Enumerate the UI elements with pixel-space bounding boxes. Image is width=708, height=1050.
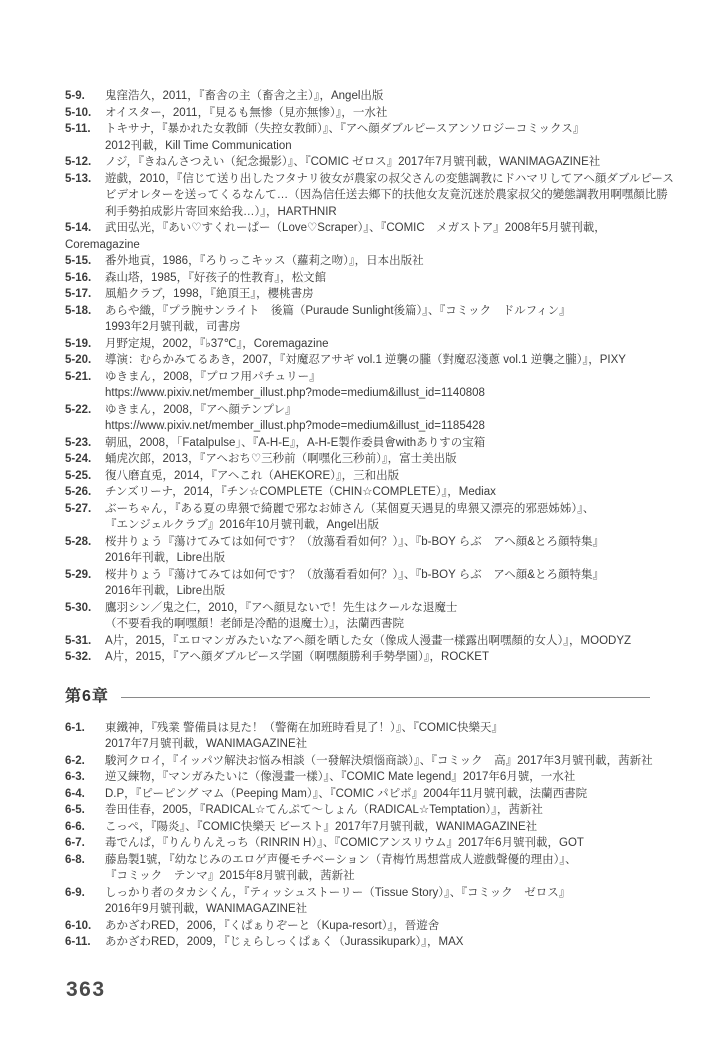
reference-number: 5-22.: [65, 403, 92, 416]
reference-line: 2012刊載，Kill Time Communication: [105, 139, 292, 152]
reference-text: [105, 835, 650, 852]
reference-line: 鷹羽シン／鬼之仁，2010，『アヘ顔見ないで！先生はクールな退魔士: [105, 601, 458, 614]
reference-line: ゆきまん，2008，『アヘ顔テンプレ』: [105, 403, 297, 416]
reference-entry: [65, 220, 650, 253]
reference-line: オイスター，2011，『見るも無惨（見亦無惨）』，一水社: [105, 106, 388, 119]
reference-number: 5-14.: [65, 222, 92, 234]
reference-entry: [65, 786, 650, 803]
reference-entry: [65, 121, 650, 154]
reference-text: [105, 468, 650, 485]
chapter5-references: [65, 88, 674, 666]
reference-entry: [65, 567, 650, 600]
reference-line: あかざわRED，2006，『くぱぁりぞーと（Kupa-resort）』，晉遊舍: [105, 919, 440, 932]
reference-line: 東鐵神，『残業 警備員は見た！（警衛在加班時看見了！）』、『COMIC快樂天』: [105, 721, 504, 734]
reference-text: [105, 402, 650, 435]
reference-number: 5-15.: [65, 255, 92, 267]
reference-number: 5-18.: [65, 304, 92, 317]
reference-line: 遊戯，2010，『信じて送り出したフタナリ彼女が農家の叔父さんの変態調教にドハマリしてアヘ顔ダブルピース: [105, 172, 674, 185]
reference-number: 5-29.: [65, 568, 92, 581]
reference-entry: [65, 253, 650, 270]
reference-line: 鬼窪浩久，2011，『畜舎の主（畜舎之主）』，Angel出版: [105, 90, 384, 102]
reference-number: 6-6.: [65, 820, 85, 833]
page-number: 363: [66, 978, 106, 1001]
reference-text: [105, 802, 650, 819]
reference-entry: [65, 435, 650, 452]
reference-text: [105, 484, 650, 501]
reference-text: [105, 885, 650, 918]
reference-line: チンズリーナ，2014，『チン☆COMPLETE（CHIN☆COMPLETE）』，Mediax: [105, 486, 496, 498]
reference-number: 5-23.: [65, 436, 92, 449]
reference-number: 6-4.: [65, 787, 85, 800]
reference-line: 『エンジェルクラブ』2016年10月號刊載，Angel出版: [105, 519, 380, 531]
reference-line: 風船クラブ，1998，『絶頂王』，櫻桃書房: [105, 288, 314, 300]
reference-line: D.P，『ピーピング マム（Peeping Mam）』、『COMIC パピポ』2004年11月號刊載，法蘭西書院: [105, 787, 588, 800]
reference-number: 5-17.: [65, 288, 92, 300]
reference-text: [105, 369, 650, 402]
reference-list-ch5: [65, 88, 674, 666]
reference-line: 1993年2月號刊載，司書房: [105, 321, 241, 333]
reference-entry: [65, 369, 650, 402]
reference-entry: [65, 835, 650, 852]
reference-line: 武田弘光，『あい♡すくれーぱー（Love♡Scraper）』、『COMIC メガストア』2008年5月號刊載，: [105, 222, 606, 234]
reference-text: [105, 819, 650, 836]
reference-entry: [65, 753, 653, 770]
reference-text: [105, 649, 650, 666]
reference-text: [105, 786, 650, 803]
reference-line: 利手勢拍成影片寄回來給我…）』，HARTHNIR: [105, 205, 337, 218]
reference-line: 2016年刊載，Libre出版: [105, 552, 226, 564]
reference-entry: [65, 286, 650, 303]
reference-line: あかざわRED，2009，『じぇらしっくぱぁく（Jurassikupark）』，MAX: [105, 936, 464, 948]
reference-line: 2017年7月號刊載，WANIMAGAZINE社: [105, 738, 308, 750]
reference-text: [105, 633, 650, 650]
reference-line: あらや織，『プラ腕サンライト 後篇（Puraude Sunlight後篇）』、『コミック ドルフィン』: [105, 304, 571, 317]
reference-line: ゆきまん，2008，『プロフ用パチュリー』: [105, 370, 321, 383]
chapter6-heading: 第6章: [65, 687, 109, 705]
reference-text: [105, 567, 650, 600]
reference-line: 2016年9月號刊載，WANIMAGAZINE社: [105, 903, 308, 915]
reference-entry: [65, 484, 650, 501]
reference-number: 5-13.: [65, 172, 92, 185]
reference-number: 6-10.: [65, 919, 92, 932]
reference-number: 5-21.: [65, 370, 92, 383]
reference-entry: [65, 819, 650, 836]
reference-line: ノジ，『きねんさつえい（紀念撮影）』、『COMIC ゼロス』2017年7月號刊載，WANIMAGAZINE社: [105, 156, 601, 168]
chapter6-references: [65, 720, 653, 951]
reference-entry: [65, 352, 650, 369]
reference-line: ぶーちゃん，『ある夏の卑猥で綺麗で邪なお姉さん（某個夏天遇見的卑猥又漂亮的邪惡姊姊）』、: [105, 502, 595, 515]
reference-text: [105, 451, 650, 468]
reference-line: A片，2015，『アヘ顔ダブルピース学園（啊嘿顏勝利手勢學園）』，ROCKET: [105, 651, 489, 663]
reference-line: 逆又練物，『マンガみたいに（像漫畫一樣）』、『COMIC Mate legend』2017年6月號，一水社: [105, 771, 576, 783]
reference-line: 巻田佳春，2005，『RADICAL☆てんぷて〜しょん（RADICAL☆Temptation）』，茜新社: [105, 804, 543, 816]
reference-number: 5-19.: [65, 337, 92, 350]
reference-line: トキサナ，『暴かれた女教師（失控女教師）』、『アヘ顔ダブルピースアンソロジーコミックス』: [105, 123, 585, 135]
reference-text: [105, 720, 650, 753]
reference-entry: [65, 649, 650, 666]
reference-text: [105, 501, 650, 534]
reference-entry: [65, 105, 650, 122]
reference-entry: [65, 600, 650, 633]
reference-number: 5-9.: [65, 90, 85, 102]
reference-text: [105, 286, 650, 303]
reference-text: [105, 352, 650, 369]
reference-line: 月野定規，2002，『♭37℃』，Coremagazine: [105, 337, 329, 350]
reference-text: [105, 534, 650, 567]
reference-number: 6-9.: [65, 886, 85, 899]
reference-entry: [65, 501, 650, 534]
reference-line: 桜井りょう『蕩けてみては如何です？（放蕩看看如何？）』、『b-BOY らぶ アヘ顔&とろ顔特集』: [105, 535, 604, 548]
reference-number: 5-24.: [65, 453, 92, 465]
reference-entry: [65, 88, 650, 105]
reference-text: [105, 753, 653, 770]
reference-entry: [65, 171, 674, 221]
reference-number: 5-11.: [65, 123, 91, 135]
reference-entry: [65, 468, 650, 485]
reference-entry: [65, 720, 650, 753]
reference-entry: [65, 633, 650, 650]
reference-number: 5-27.: [65, 502, 92, 515]
reference-text: [105, 303, 650, 336]
reference-line: （不要看我的啊嘿顏！老師是冷酷的退魔士）』，法蘭西書院: [105, 618, 404, 630]
reference-url: https://www.pixiv.net/member_illust.php?mode=medium&illust_id=1185428: [105, 420, 485, 432]
reference-line: 桜井りょう『蕩けてみては如何です？（放蕩看看如何？）』、『b-BOY らぶ アヘ顔&とろ顔特集』: [105, 568, 604, 581]
reference-number: 6-3.: [65, 771, 85, 783]
reference-number: 5-32.: [65, 651, 92, 663]
reference-entry: [65, 402, 650, 435]
reference-entry: [65, 934, 650, 951]
reference-entry: [65, 336, 650, 353]
reference-entry: [65, 852, 650, 885]
reference-number: 5-30.: [65, 601, 92, 614]
heading-rule: [121, 697, 650, 698]
reference-text: [105, 934, 650, 951]
reference-number: 5-25.: [65, 469, 92, 482]
reference-line: A片，2015，『エロマンガみたいなアヘ顔を晒した女（像成人漫畫一樣露出啊嘿顏的女人）』，MOODYZ: [105, 634, 632, 647]
reference-line: 番外地貢，1986，『ろりっこキッス（蘿莉之吻）』，日本出版社: [105, 255, 424, 267]
reference-number: 6-7.: [65, 837, 85, 849]
reference-number: 5-16.: [65, 271, 92, 284]
reference-number: 6-2.: [65, 754, 85, 767]
reference-number: 5-28.: [65, 535, 92, 548]
reference-entry: [65, 534, 650, 567]
reference-text: [105, 154, 650, 171]
reference-number: 6-5.: [65, 804, 85, 816]
reference-line: Coremagazine: [65, 238, 140, 251]
reference-url: https://www.pixiv.net/member_illust.php?mode=medium&illust_id=1140808: [105, 387, 485, 399]
reference-entry: [65, 769, 650, 786]
reference-number: 6-1.: [65, 721, 85, 734]
reference-line: しっかり者のタカシくん，『ティッシュストーリー（Tissue Story）』、『コミック ゼロス』: [105, 886, 571, 899]
reference-text: [105, 336, 650, 353]
reference-entry: [65, 885, 650, 918]
reference-line: 導演：むらかみてるあき，2007，『対魔忍アサギ vol.1 逆襲の朧（對魔忍淺蔥 vol.1 逆襲之朧）』，PIXY: [105, 354, 626, 366]
reference-text: [105, 270, 650, 287]
reference-entry: [65, 451, 650, 468]
reference-entry: [65, 270, 650, 287]
reference-entry: [65, 802, 650, 819]
reference-line: 『コミック テンマ』2015年8月號刊載，茜新社: [105, 870, 355, 882]
reference-text: [105, 600, 650, 633]
reference-text: [105, 171, 674, 221]
reference-number: 5-10.: [65, 106, 92, 119]
reference-entry: [65, 154, 650, 171]
reference-text: [105, 435, 650, 452]
reference-text: [105, 105, 650, 122]
reference-line: 2016年刊載，Libre出版: [105, 585, 226, 597]
reference-line: こっぺ，『陽炎』、『COMIC快樂天 ビースト』2017年7月號刊載，WANIMAGAZINE社: [105, 820, 538, 833]
reference-text: [105, 253, 650, 270]
reference-line: 蛹虎次郎，2013，『アヘおち♡三秒前（啊嘿化三秒前）』，富士美出版: [105, 453, 457, 465]
reference-entry: [65, 918, 650, 935]
reference-number: 5-31.: [65, 634, 92, 647]
reference-line: 森山塔，1985，『好孩子的性教育』，松文館: [105, 271, 327, 284]
reference-number: 6-8.: [65, 853, 85, 866]
reference-list-ch6: [65, 720, 653, 951]
reference-line: 駿河クロイ，『イッパツ解決お悩み相談（一發解決煩惱商談）』、『コミック 高』2017年3月號刊載，茜新社: [105, 754, 653, 767]
reference-line: ビデオレターを送ってくるなんて…（因為信任送去鄉下的扶他女友竟沉迷於農家叔父的變態調教用啊嘿顏比勝: [105, 189, 668, 201]
reference-text: [105, 918, 650, 935]
reference-number: 5-20.: [65, 354, 92, 366]
reference-entry: [65, 303, 650, 336]
chapter6-heading-row: [65, 688, 650, 706]
reference-text: [105, 852, 650, 885]
reference-number: 5-12.: [65, 156, 92, 168]
reference-line: 藤島製1號，『幼なじみのエロゲ声優モチベーション（青梅竹馬想當成人遊戲聲優的理由）』、: [105, 853, 577, 866]
reference-number: 6-11.: [65, 936, 91, 948]
reference-text: [105, 769, 650, 786]
references-section: [65, 88, 674, 951]
reference-number: 5-26.: [65, 486, 92, 498]
reference-line: 朝凪，2008，「Fatalpulse」、『A-H-E』，A-H-E製作委員會withありすの宝箱: [105, 436, 486, 449]
reference-line: 毒でんぱ，『りんりんえっち（RINRIN H）』、『COMICアンスリウム』2017年6月號刊載，GOT: [105, 837, 584, 849]
reference-line: 復八磨直兎，2014，『アヘこれ（AHEKORE）』，三和出版: [105, 469, 400, 482]
reference-text: [105, 121, 650, 154]
reference-text: [105, 88, 650, 105]
